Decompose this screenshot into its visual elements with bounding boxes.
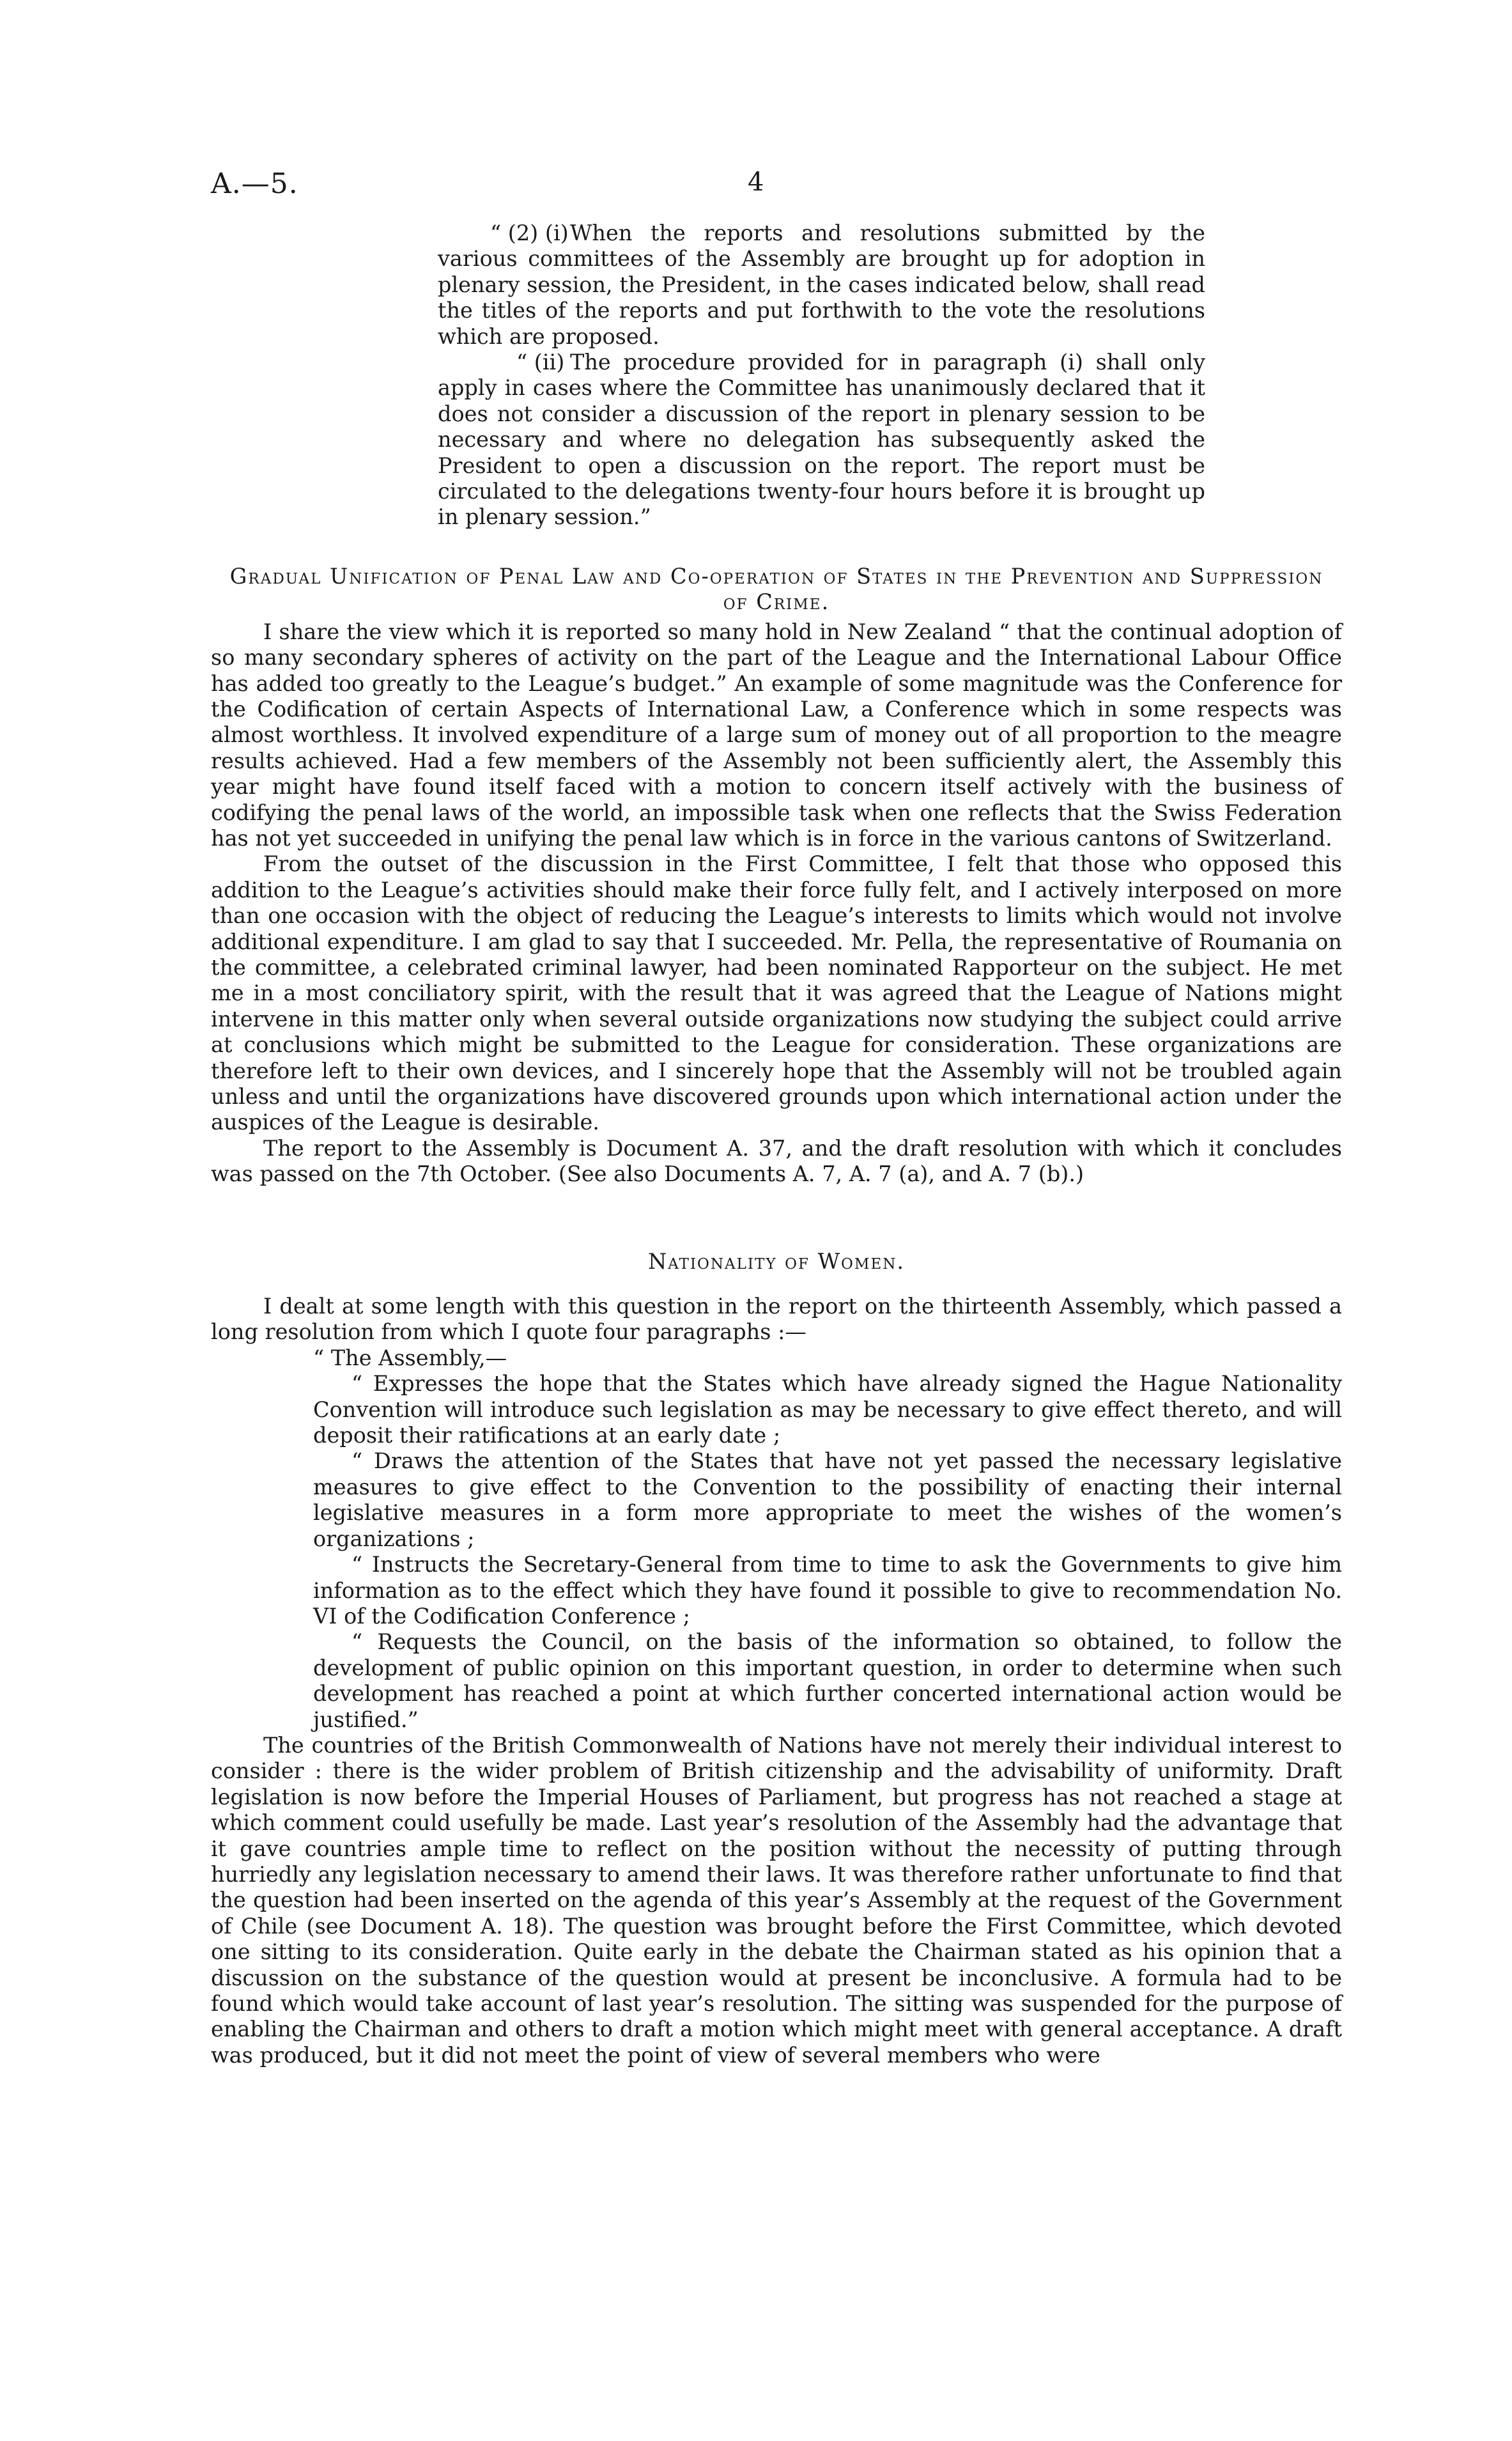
section-heading-penal-law: Gradual Unification of Penal Law and Co-operation of States in the Prevention and Suppression of Crime. [229, 563, 1323, 615]
resolution-paragraph-2: “ Draws the attention of the States that have not yet passed the necessary legislative measures to give effect to the Convention to the possibility of enacting their internal legislative measures in a form more appropriate to meet the wishes of the women’s organizations ; [313, 1448, 1342, 1551]
document-body [211, 221, 1342, 2068]
document-reference: A.—5. [211, 167, 298, 200]
penal-paragraph-2: From the outset of the discussion in the First Committee, I felt that those who opposed this addition to the League’s activities should make their force fully felt, and I actively interposed on more than one occasion with the object of reducing the League’s interests to limits which would not involve additional expenditure. I am glad to say that I succeeded. Mr. Pella, the representative of Roumania on the committee, a celebrated criminal lawyer, had been nominated Rapporteur on the subject. He met me in a most conciliatory spirit, with the result that it was agreed that the League of Nations might intervene in this matter only when several outside organizations now studying the subject could arrive at conclusions which might be submitted to the League for consideration. These organizations are therefore left to their own devices, and I sincerely hope that the Assembly will not be troubled again unless and until the organizations have discovered grounds upon which international action under the auspices of the League is desirable. [211, 851, 1342, 1135]
rules-quotation [358, 221, 1205, 531]
resolution-paragraph-4: “ Requests the Council, on the basis of the information so obtained, to follow the development of public opinion on this important question, in order to determine when such development has reached a point at which further concerted international action would be justified.” [313, 1629, 1342, 1732]
resolution-opening: “ The Assembly,— [313, 1345, 507, 1370]
section-heading-nationality: Nationality of Women. [647, 1248, 906, 1274]
rule-paragraph-ii [358, 350, 1205, 531]
penal-paragraph-1: I share the view which it is reported so many hold in New Zealand “ that the continual adoption of so many secondary spheres of activity on the part of the League and the International Labour Office has added too greatly to the League’s budget.” An example of some magnitude was the Conference for the Codification of certain Aspects of International Law, a Conference which in some respects was almost worthless. It involved expenditure of a large sum of money out of all proportion to the meagre results achieved. Had a few members of the Assembly not been sufficiently alert, the Assembly this year might have found itself faced with a motion to concern itself actively with the business of codifying the penal laws of the world, an impossible task when one reflects that the Swiss Federation has not yet succeeded in unifying the penal law which is in force in the various cantons of Switzerland. [211, 619, 1342, 851]
rule-label-ii: “ (ii) [516, 350, 565, 375]
penal-paragraph-3: The report to the Assembly is Document A. 37, and the draft resolution with which it concludes was passed on the 7th October. (See also Documents A. 7, A. 7 (a), and A. 7 (b).) [211, 1135, 1342, 1187]
nationality-closing-paragraph: The countries of the British Commonwealth of Nations have not merely their individual interest to consider : there is the wider problem of British citizenship and the advisability of uniformity. Draft legislation is now before the Imperial Houses of Parliament, but progress has not reached a stage at which comment could usefully be made. Last year’s resolution of the Assembly had the advantage that it gave countries ample time to reflect on the position without the necessity of putting through hurriedly any legislation necessary to amend their laws. It was therefore rather unfortunate to find that the question had been inserted on the agenda of this year’s Assembly at the request of the Government of Chile (see Document A. 18). The question was brought before the First Committee, which devoted one sitting to its consideration. Quite early in the debate the Chairman stated as his opinion that a discussion on the substance of the question would at present be inconclusive. A formula had to be found which would take account of last year’s resolution. The sitting was suspended for the purpose of enabling the Chairman and others to draft a motion which might meet with general acceptance. A draft was produced, but it did not meet the point of view of several members who were [211, 1732, 1342, 2068]
rule-text-2-i: When the reports and resolutions submitted by the various committees of the Assembly are brought up for adoption in plenary session, the President, in the cases indicated below, shall read the titles of the reports and put forthwith to the vote the resolutions which are proposed. [438, 221, 1205, 349]
page-number: 4 [748, 167, 764, 197]
resolution-paragraph-1: “ Expresses the hope that the States which have already signed the Hague Nationality Convention will introduce such legislation as may be necessary to give effect thereto, and will deposit their ratifications at an early date ; [313, 1371, 1342, 1448]
rule-label-2-i: “ (2) (i) [490, 221, 569, 245]
resolution-paragraph-3: “ Instructs the Secretary-General from time to time to ask the Governments to give him information as to the effect which they have found it possible to give to recommendation No. VI of the Codification Conference ; [313, 1552, 1342, 1629]
assembly-resolution-quote [313, 1345, 1342, 1733]
nationality-intro: I dealt at some length with this question in the report on the thirteenth Assembly, which passed a long resolution from which I quote four paragraphs :— [211, 1294, 1342, 1345]
rule-paragraph-2-i [358, 221, 1205, 350]
rule-text-ii: The procedure provided for in paragraph (i) shall only apply in cases where the Committee has unanimously declared that it does not consider a discussion of the report in plenary session to be necessary and where no delegation has subsequently asked the President to open a discussion on the report. The report must be circulated to the delegations twenty-four hours before it is brought up in plenary session.” [438, 350, 1205, 530]
